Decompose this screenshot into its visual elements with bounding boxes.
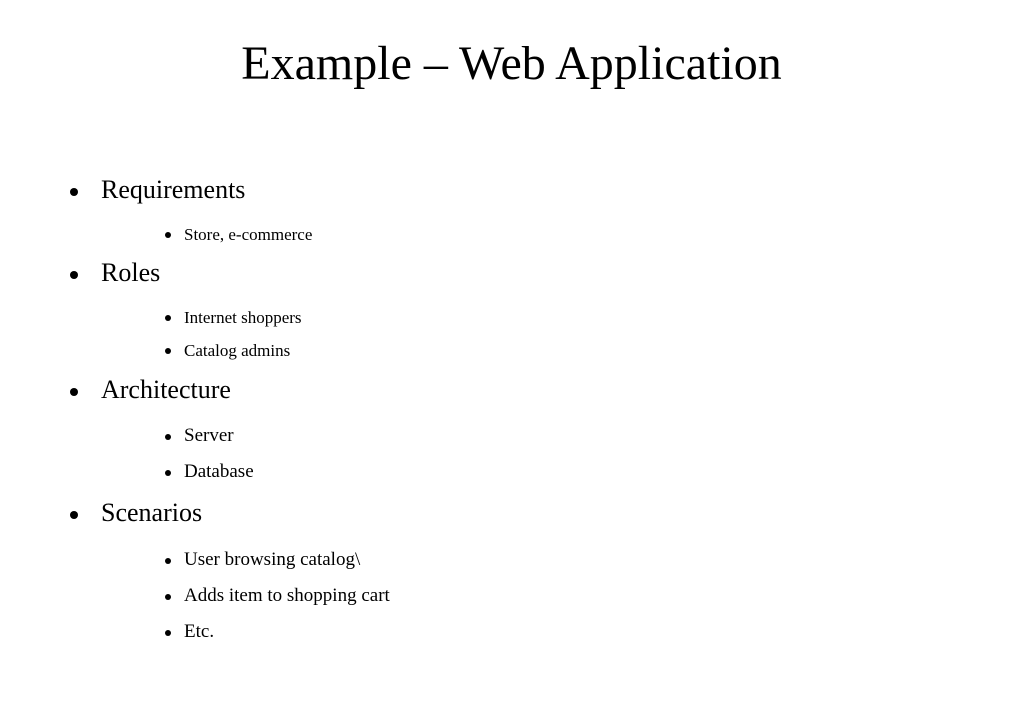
bullet-dot-icon	[70, 511, 78, 519]
bullet-text: Architecture	[101, 375, 231, 404]
bullet-scenarios	[101, 498, 202, 528]
bullet-dot-icon	[165, 558, 171, 564]
bullet-dot-icon	[70, 388, 78, 396]
bullet-text: Scenarios	[101, 498, 203, 527]
bullet-dot-icon	[165, 348, 171, 354]
sub-bullet-server	[184, 425, 234, 447]
bullet-dot-icon	[165, 434, 171, 440]
bullet-text: Requirements	[101, 175, 246, 204]
bullet-architecture	[101, 375, 231, 405]
bullet-text: Roles	[101, 258, 161, 287]
slide-title: Example – Web Application	[241, 37, 782, 90]
sub-bullet-etc	[184, 621, 214, 643]
bullet-roles	[101, 258, 160, 288]
sub-bullet-user-browsing	[184, 549, 360, 571]
sub-bullet-text: Adds item to shopping cart	[184, 585, 390, 606]
bullet-dot-icon	[165, 630, 171, 636]
sub-bullet-store	[184, 224, 312, 246]
sub-bullet-text: Server	[184, 425, 234, 446]
sub-bullet-catalog-admins	[184, 340, 290, 362]
sub-bullet-text: Etc.	[184, 621, 215, 642]
bullet-dot-icon	[165, 470, 171, 476]
sub-bullet-text: Internet shoppers	[184, 308, 302, 327]
bullet-dot-icon	[165, 315, 171, 321]
bullet-dot-icon	[70, 271, 78, 279]
bullet-dot-icon	[165, 594, 171, 600]
sub-bullet-database	[184, 461, 254, 483]
sub-bullet-text: Store, e-commerce	[184, 225, 313, 244]
bullet-dot-icon	[70, 188, 78, 196]
bullet-dot-icon	[165, 232, 171, 238]
sub-bullet-text: User browsing catalog\	[184, 549, 361, 570]
sub-bullet-adds-item	[184, 585, 390, 607]
sub-bullet-internet-shoppers	[184, 307, 302, 329]
sub-bullet-text: Database	[184, 461, 254, 482]
sub-bullet-text: Catalog admins	[184, 341, 291, 360]
bullet-requirements	[101, 175, 245, 205]
